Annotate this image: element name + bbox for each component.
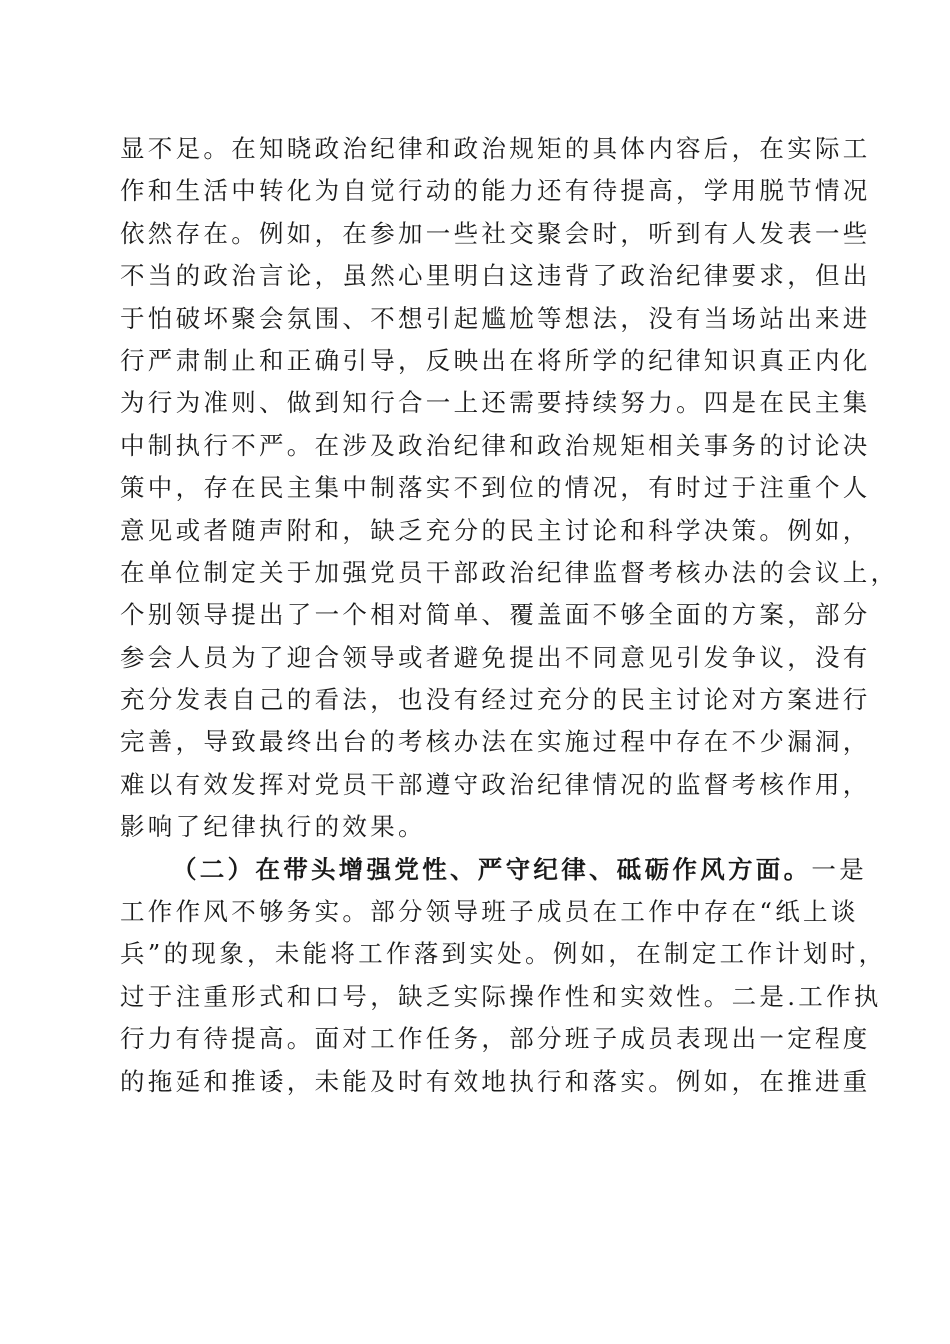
body-line: 作和生活中转化为自觉行动的能力还有待提高，学用脱节情况 <box>120 176 871 206</box>
section-line: 的拖延和推诿，未能及时有效地执行和落实。例如，在推进重 <box>120 1066 871 1096</box>
body-line: 意见或者随声附和，缺乏充分的民主讨论和科学决策。例如， <box>120 515 871 545</box>
section-line: 过于注重形式和口号，缺乏实际操作性和实效性。二是.工作执 <box>120 981 882 1011</box>
body-line: 策中，存在民主集中制落实不到位的情况，有时过于注重个人 <box>120 473 871 503</box>
section-heading-line <box>120 849 868 891</box>
body-line: 行严肃制止和正确引导，反映出在将所学的纪律知识真正内化 <box>120 345 871 375</box>
body-line: 在单位制定关于加强党员干部政治纪律监督考核办法的会议上， <box>120 557 899 587</box>
body-line: 不当的政治言论，虽然心里明白这违背了政治纪律要求，但出 <box>120 261 871 291</box>
section-line: 行力有待提高。面对工作任务，部分班子成员表现出一定程度 <box>120 1024 871 1054</box>
body-line: 参会人员为了迎合领导或者避免提出不同意见引发争议，没有 <box>120 642 871 672</box>
section-line: 工作作风不够务实。部分领导班子成员在工作中存在“纸上谈 <box>120 897 859 927</box>
body-line: 完善，导致最终出台的考核办法在实施过程中存在不少漏洞， <box>120 727 871 757</box>
body-line: 于怕破坏聚会氛围、不想引起尴尬等想法，没有当场站出来进 <box>120 303 871 333</box>
body-line: 影响了纪律执行的效果。 <box>120 812 426 842</box>
body-line: 依然存在。例如，在参加一些社交聚会时，听到有人发表一些 <box>120 218 871 248</box>
body-line: 个别领导提出了一个相对简单、覆盖面不够全面的方案，部分 <box>120 600 871 630</box>
body-line: 中制执行不严。在涉及政治纪律和政治规矩相关事务的讨论决 <box>120 430 871 460</box>
section-heading-tail: 一是 <box>811 854 868 884</box>
body-line: 为行为准则、做到知行合一上还需要持续努力。四是在民主集 <box>120 388 871 418</box>
body-line: 显不足。在知晓政治纪律和政治规矩的具体内容后，在实际工 <box>120 134 871 163</box>
body-line: 充分发表自己的看法，也没有经过充分的民主讨论对方案进行 <box>120 685 871 715</box>
body-line: 难以有效发挥对党员干部遵守政治纪律情况的监督考核作用， <box>120 769 871 799</box>
document-body <box>120 128 899 1103</box>
section-line: 兵”的现象，未能将工作落到实处。例如，在制定工作计划时， <box>120 939 887 969</box>
section-heading: （二）在带头增强党性、严守纪律、砥砺作风方面。 <box>172 854 812 884</box>
